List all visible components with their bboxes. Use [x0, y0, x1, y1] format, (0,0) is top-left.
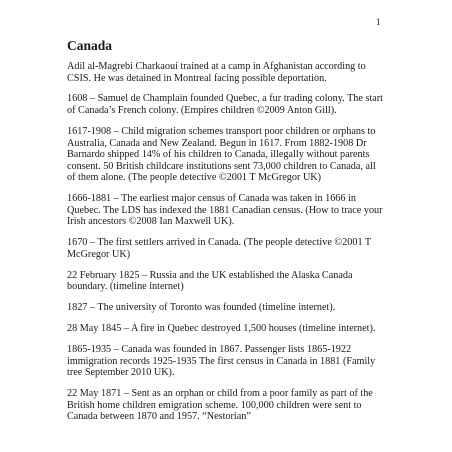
- paragraph-charkaoui: Adil al-Magrebi Charkaoui trained at a camp in Afghanistan according to CSIS. He was detained in Montreal facing possible deportation.: [67, 61, 366, 84]
- paragraph-1871: 22 May 1871 – Sent as an orphan or child from a poor family as part of the British home children emigration scheme. 100,000 children were sent to Canada between 1870 and 1957. “Nestorian”: [67, 388, 373, 423]
- paragraph-1865-1935: 1865-1935 – Canada was founded in 1867. Passenger lists 1865-1922 immigration records 1925-1935 The first census in Canada in 1881 (Family tree September 2010 UK).: [67, 344, 376, 379]
- paragraph-1825: 22 February 1825 – Russia and the UK established the Alaska Canada boundary. (timeline internet): [67, 269, 353, 293]
- page-title: Canada: [67, 38, 113, 53]
- paragraph-1666-1881: 1666-1881 – The earliest major census of Canada was taken in 1666 in Quebec. The LDS has indexed the 1881 Canadian census. (How to trace your Irish ancestors ©2008 Ian Maxwell UK).: [67, 193, 383, 228]
- paragraph-1670: 1670 – The first settlers arrived in Canada. (The people detective ©2001 T McGregor UK): [67, 237, 371, 260]
- paragraph-1617-1908: 1617-1908 – Child migration schemes transport poor children or orphans to Australia, Canada and New Zealand. Begun in 1617. From 1882-1908 Dr Barnardo shipped 14% of his children to Canada, illegally without parents consent. 50 British childcare institutions sent 73,000 children to Canada, all of them alone. (The people detective ©2001 T McGregor UK): [67, 125, 376, 184]
- paragraph-1827: 1827 – The university of Toronto was founded (timeline internet).: [67, 302, 336, 314]
- paragraph-1845: 28 May 1845 – A fire in Quebec destroyed 1,500 houses (timeline internet).: [67, 323, 376, 335]
- page-number: 1: [376, 17, 381, 27]
- paragraph-1608: 1608 – Samuel de Champlain founded Quebec, a fur trading colony. The start of Canada’s French colony. (Empires children ©2009 Anton Gill).: [67, 93, 384, 117]
- document-body: [67, 38, 385, 432]
